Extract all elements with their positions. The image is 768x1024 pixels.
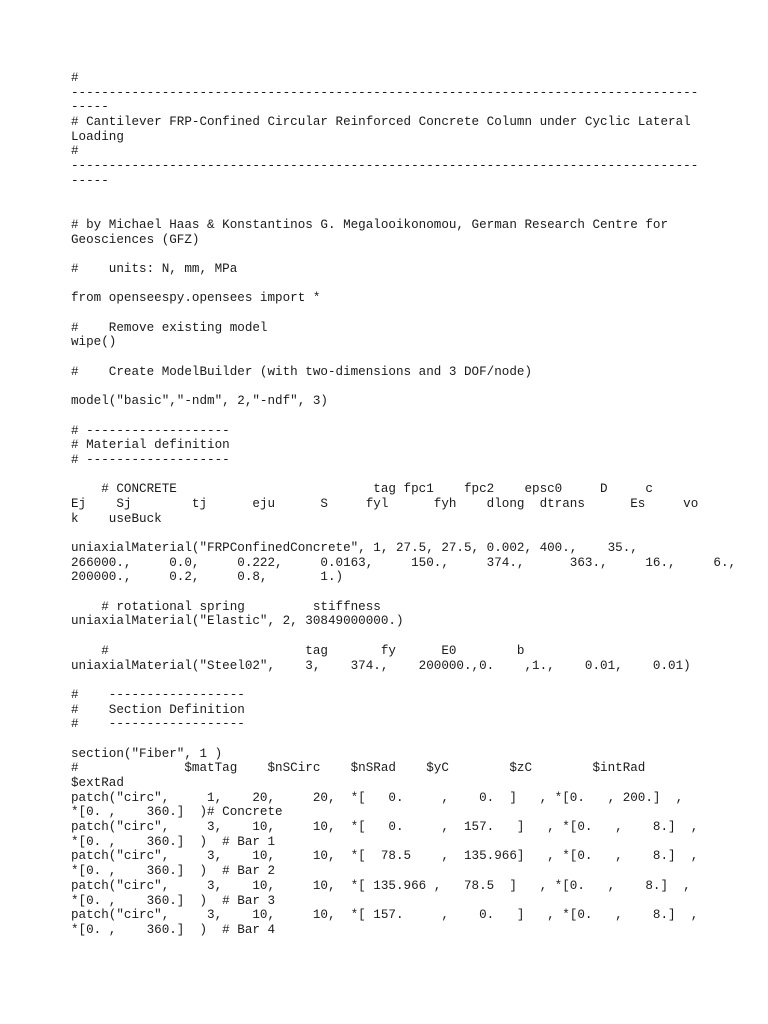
- code-line: [71, 306, 701, 321]
- code-line: # Material definition: [71, 438, 230, 453]
- code-line: # Remove existing model: [71, 320, 268, 335]
- code-line: # rotational spring stiffness: [71, 599, 381, 614]
- code-line: $extRad: [71, 776, 124, 790]
- code-line: patch("circ", 1, 20, 20, *[ 0. , 0. ] , *[0. , 200.] ,: [71, 790, 684, 805]
- code-line: [71, 585, 701, 600]
- code-line: patch("circ", 3, 10, 10, *[ 0. , 157. ] , *[0. , 8.] ,: [71, 820, 699, 835]
- code-line: [71, 409, 701, 424]
- code-line: uniaxialMaterial("Elastic", 2, 30849000000.): [71, 614, 404, 629]
- code-line: section("Fiber", 1 ): [71, 746, 223, 761]
- code-line: [71, 277, 701, 292]
- code-line: [71, 673, 701, 688]
- code-line: -----: [71, 100, 109, 115]
- code-line: #: [71, 71, 79, 85]
- code-line: [71, 526, 701, 541]
- code-line: 200000., 0.2, 0.8, 1.): [71, 570, 344, 585]
- code-line: *[0. , 360.] ) # Bar 3: [71, 893, 276, 908]
- code-line: *[0. , 360.] ) # Bar 1: [71, 834, 276, 849]
- code-line: # tag fy E0 b: [71, 643, 525, 658]
- code-line: # units: N, mm, MPa: [71, 261, 238, 276]
- code-line: [71, 629, 701, 644]
- code-line: # ------------------: [71, 687, 245, 702]
- code-line: [71, 189, 701, 204]
- code-line: Loading: [71, 129, 124, 144]
- code-line: # $matTag $nSCirc $nSRad $yC $zC $intRad: [71, 761, 646, 776]
- code-line: Geosciences (GFZ): [71, 232, 200, 247]
- code-line: # -------------------: [71, 452, 230, 467]
- code-line: # Create ModelBuilder (with two-dimensions and 3 DOF/node): [71, 364, 533, 379]
- code-line: 266000., 0.0, 0.222, 0.0163, 150., 374., 363., 16., 6.,: [71, 555, 737, 570]
- code-line: -----: [71, 173, 109, 188]
- code-line: uniaxialMaterial("FRPConfinedConcrete", 1, 27.5, 27.5, 0.002, 400., 35.,: [71, 541, 638, 555]
- code-line: patch("circ", 3, 10, 10, *[ 157. , 0. ] , *[0. , 8.] ,: [71, 908, 699, 923]
- code-line: uniaxialMaterial("Steel02", 3, 374., 200000.,0. ,1., 0.01, 0.01): [71, 658, 691, 673]
- code-line: model("basic","-ndm", 2,"-ndf", 3): [71, 394, 328, 409]
- code-line: patch("circ", 3, 10, 10, *[ 78.5 , 135.966] , *[0. , 8.] ,: [71, 849, 699, 864]
- code-line: -----------------------------------------------------------------------------------: [71, 159, 699, 174]
- code-document: [71, 71, 737, 938]
- code-line: [71, 247, 701, 262]
- code-line: # -------------------: [71, 423, 230, 438]
- code-line: # by Michael Haas & Konstantinos G. Megalooikonomou, German Research Centre for: [71, 217, 669, 232]
- code-line: *[0. , 360.] )# Concrete: [71, 805, 283, 820]
- code-line: from openseespy.opensees import *: [71, 291, 321, 306]
- code-line: # Section Definition: [71, 702, 245, 717]
- code-line: # CONCRETE tag fpc1 fpc2 epsc0 D c: [71, 482, 653, 497]
- code-line: # Cantilever FRP-Confined Circular Reinforced Concrete Column under Cyclic Lateral: [71, 115, 691, 130]
- code-line: Ej Sj tj eju S fyl fyh dlong dtrans Es vo: [71, 496, 699, 511]
- code-line: [71, 732, 701, 747]
- code-line: *[0. , 360.] ) # Bar 2: [71, 864, 276, 879]
- code-line: # ------------------: [71, 717, 245, 732]
- code-line: *[0. , 360.] ) # Bar 4: [71, 922, 276, 937]
- code-line: k useBuck: [71, 511, 162, 526]
- code-line: [71, 350, 701, 365]
- code-line: [71, 379, 701, 394]
- code-line: [71, 468, 701, 483]
- code-line: -----------------------------------------------------------------------------------: [71, 85, 699, 100]
- code-line: wipe(): [71, 335, 117, 350]
- code-line: patch("circ", 3, 10, 10, *[ 135.966 , 78.5 ] , *[0. , 8.] ,: [71, 878, 691, 893]
- code-line: #: [71, 144, 79, 159]
- code-line: [71, 203, 701, 218]
